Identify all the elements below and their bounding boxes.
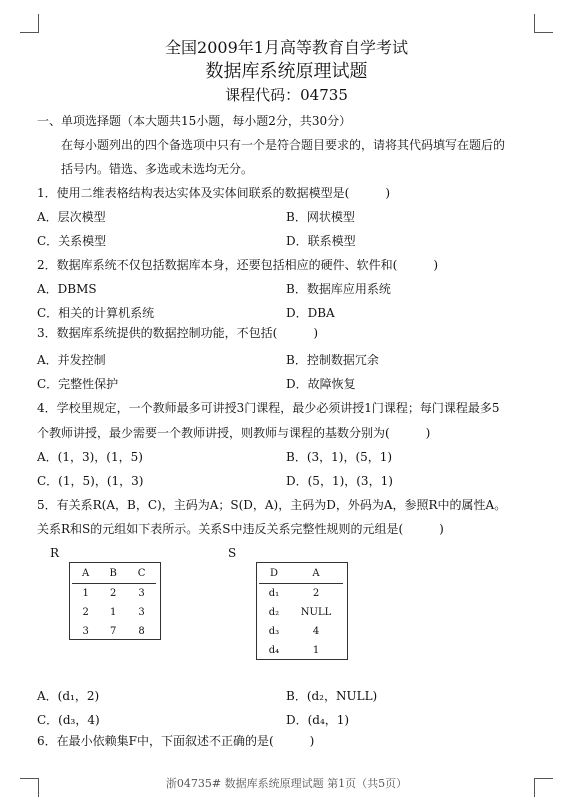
table-cell: 8 [138,626,145,637]
question-5-option-d: D．(d₄，1) [286,713,350,727]
exam-title: 全国2009年1月高等教育自学考试 [165,38,408,57]
table-header-row [72,564,156,584]
table-row [72,584,156,604]
question-4-option-c: C．(1，5)，(1，3) [37,474,144,488]
table-cell: d₁ [268,588,280,599]
column-header: C [127,564,156,584]
question-1-option-b: B．网状模型 [286,210,355,224]
question-1-option-d: D．联系模型 [286,234,356,248]
question-4-option-a: A．(1，3)，(1，5) [37,450,143,464]
question-2-option-c: C．相关的计算机系统 [37,306,155,320]
table-row [72,622,156,641]
question-1-option-a: A．层次模型 [37,210,106,224]
table-r [72,564,156,641]
table-cell: d₂ [268,607,280,618]
question-1-option-c: C．关系模型 [37,234,107,248]
question-4-stem-line-1: 4．学校里规定，一个教师最多可讲授3门课程，最少必须讲授1门课程；每门课程最多5 [37,401,500,415]
table-row [72,603,156,622]
table-cell: 2 [82,607,89,618]
question-1-stem: 1．使用二维表格结构表达实体及实体间联系的数据模型是( ) [37,186,391,200]
question-3-option-a: A．并发控制 [37,353,106,367]
question-4-option-d: D．(5，1)，(3，1) [286,474,393,488]
instruction-line-1: 在每小题列出的四个备选项中只有一个是符合题目要求的，请将其代码填写在题后的 [61,138,506,152]
crop-mark-top-right [534,14,553,33]
subject-title: 数据库系统原理试题 [205,61,368,82]
page-footer: 浙04735# 数据库系统原理试题 第1页（共5页） [165,777,408,790]
question-3-option-c: C．完整性保护 [37,377,119,391]
instruction-line-2: 括号内。错选、多选或未选均无分。 [61,162,254,176]
column-header: A [72,564,99,584]
section-heading: 一、单项选择题（本大题共15小题，每小题2分，共30分） [37,114,352,128]
question-5-option-a: A．(d₁，2) [37,689,100,703]
table-cell: 3 [138,607,145,618]
question-3-option-d: D．故障恢复 [286,377,356,391]
table-cell: d₃ [268,626,280,637]
table-cell: NULL [300,607,332,618]
column-header: D [259,564,289,584]
table-cell: 1 [110,607,117,618]
table-row [259,603,343,622]
course-code: 课程代码：04735 [225,86,348,104]
question-5-option-b: B．(d₂，NULL) [286,689,378,703]
table-row [259,584,343,604]
table-s-label: S [228,546,237,560]
table-r-label: R [50,546,60,560]
question-2-option-b: B．数据库应用系统 [286,282,391,296]
question-5-stem-line-2: 关系R和S的元组如下表所示。关系S中违反关系完整性规则的元组是( ) [37,522,444,536]
table-s [259,564,343,660]
crop-mark-top-left [20,14,39,33]
table-cell: 2 [110,588,117,599]
table-cell: 1 [312,645,320,656]
question-4-option-b: B．(3，1)，(5，1) [286,450,393,464]
question-2-stem: 2．数据库系统不仅包括数据库本身，还要包括相应的硬件、软件和( ) [37,258,439,272]
column-header: A [289,564,343,584]
table-cell: 7 [110,626,117,637]
table-cell: 3 [82,626,89,637]
question-6-stem: 6．在最小依赖集F中，下面叙述不正确的是( ) [37,734,315,748]
question-2-option-a: A．DBMS [37,282,97,296]
question-5-option-c: C．(d₃，4) [37,713,100,727]
question-4-stem-line-2: 个教师讲授，最少需要一个教师讲授，则教师与课程的基数分别为( ) [37,426,431,440]
question-2-option-d: D．DBA [286,306,335,320]
table-cell: 4 [312,626,320,637]
question-5-stem-line-1: 5．有关系R(A，B，C)，主码为A；S(D，A)，主码为D，外码为A，参照R中的属性A。 [37,498,507,512]
table-header-row [259,564,343,584]
question-3-option-b: B．控制数据冗余 [286,353,379,367]
table-cell: d₄ [268,645,280,656]
table-cell: 2 [312,588,320,599]
table-row [259,641,343,660]
column-header: B [99,564,127,584]
table-cell: 3 [138,588,145,599]
table-cell: 1 [82,588,89,599]
question-3-stem: 3．数据库系统提供的数据控制功能，不包括( ) [37,326,319,340]
table-row [259,622,343,641]
